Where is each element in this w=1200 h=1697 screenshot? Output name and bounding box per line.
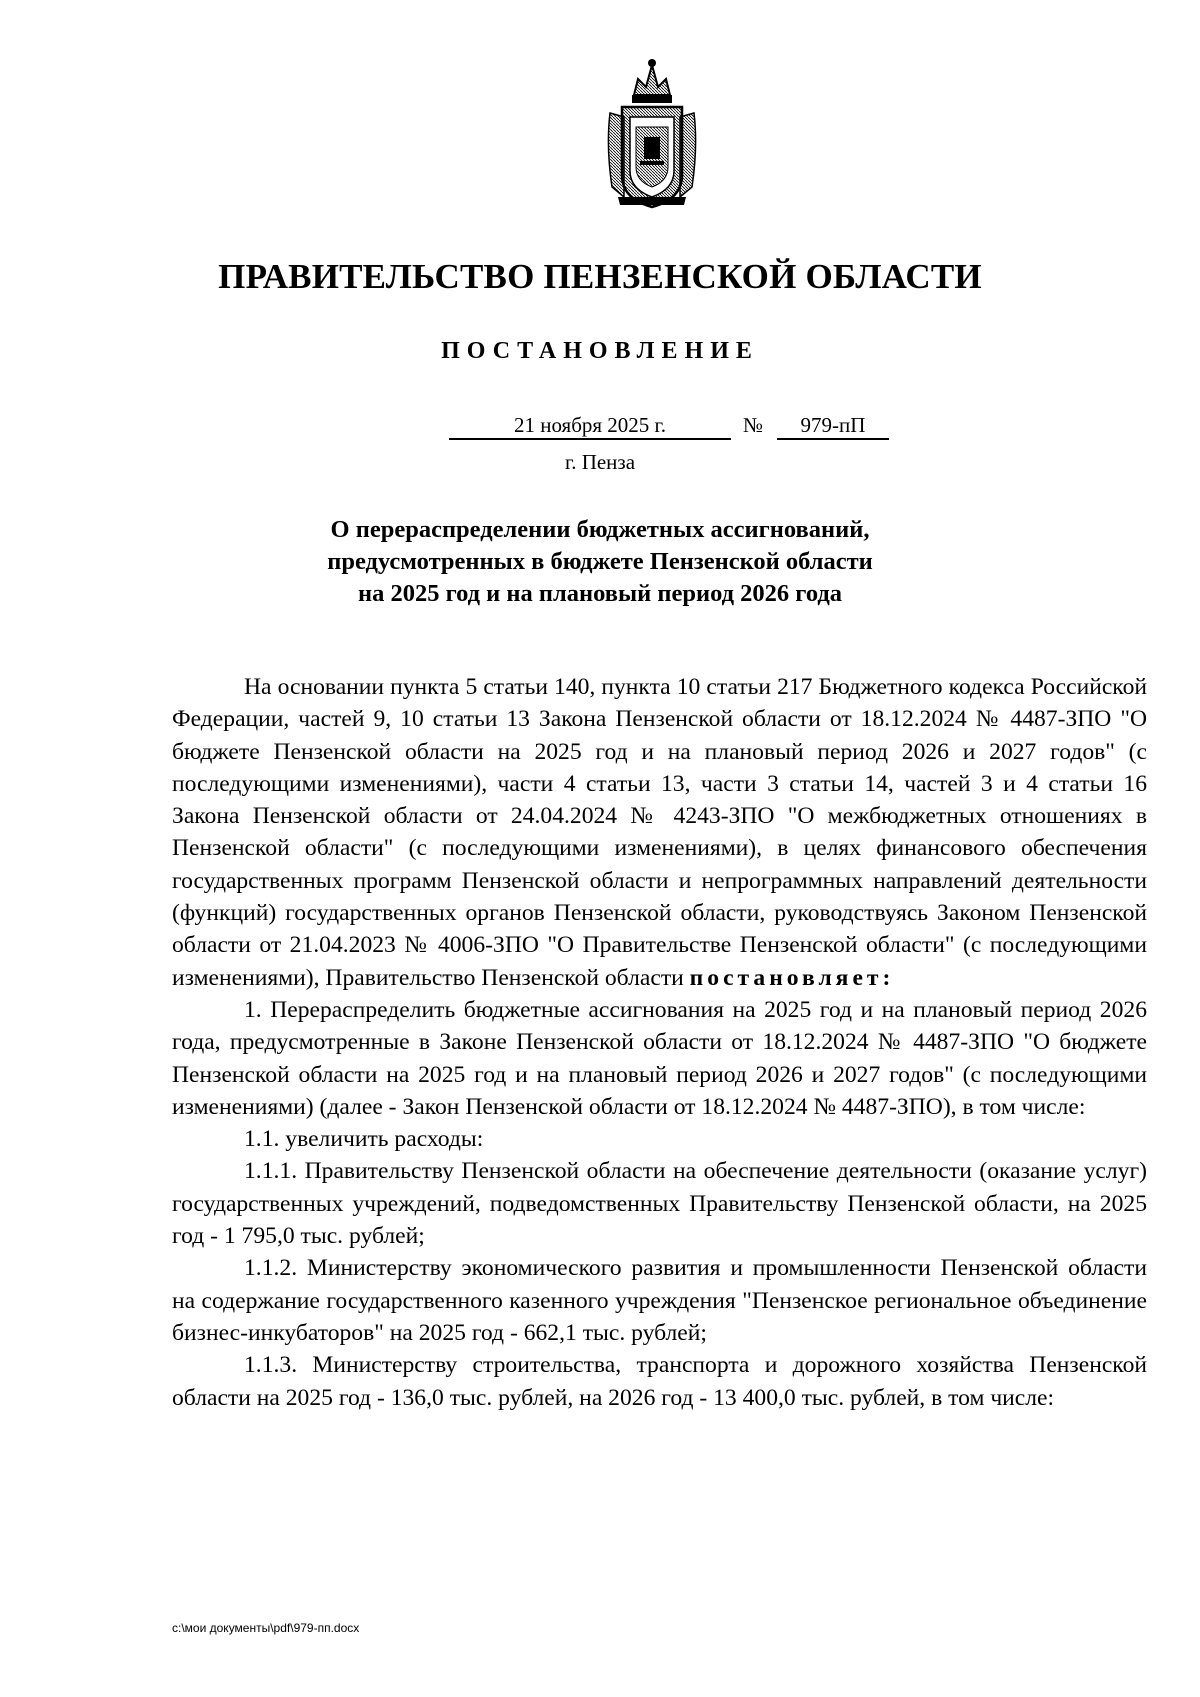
date-number-row: [0, 412, 1200, 440]
preamble-text: На основании пункта 5 статьи 140, пункта 10 статьи 217 Бюджетного кодекса Российской Федерации, частей 9, 10 статьи 13 Закона Пензенской области от 18.12.2024 № 4487-ЗПО "О бюджете Пензенской области на 2025 год и на плановый период 2026 и 2027 годов" (с последующими изменениями), части 4 статьи 13, части 3 статьи 14, частей 3 и 4 статьи 16 Закона Пензенской области от 24.04.2024 № 4243-ЗПО "О межбюджетных отношениях в Пензенской области" (с последующими изменениями), в целях финансового обеспечения государственных программ Пензенской области и непрограммных направлений деятельности (функций) государственных органов Пензенской области, руководствуясь Законом Пензенской области от 21.04.2023 № 4006-ЗПО "О Правительстве Пензенской области" (с последующими изменениями), Правительство Пензенской области: [172, 674, 1147, 991]
document-date: 21 ноября 2025 г.: [449, 412, 731, 440]
number-sign: №: [743, 413, 764, 437]
clause-paragraph: 1.1. увеличить расходы:: [244, 1126, 484, 1153]
coat-of-arms-icon: [604, 57, 700, 209]
subject-line: на 2025 год и на плановый период 2026 года: [357, 580, 843, 607]
clause-paragraph: 1.1.1. Правительству Пензенской области на обеспечение деятельности (оказание услуг) государственных учреждений, подведомственных Правительству Пензенской области, на 2025 год - 1 795,0 тыс. рублей;: [172, 1158, 1147, 1250]
subject-line: О перераспределении бюджетных ассигнований,: [330, 516, 870, 543]
clause-paragraph: 1.1.3. Министерству строительства, транспорта и дорожного хозяйства Пензенской области на 2025 год - 136,0 тыс. рублей, на 2026 год - 13 400,0 тыс. рублей, в том числе:: [172, 1352, 1147, 1411]
clause-paragraph: 1. Перераспределить бюджетные ассигнования на 2025 год и на плановый период 2026 года, предусмотренные в Законе Пензенской области от 18.12.2024 № 4487-ЗПО "О бюджете Пензенской области на 2025 год и на плановый период 2026 и 2027 годов" (с последующими изменениями) (далее - Закон Пензенской области от 18.12.2024 № 4487-ЗПО), в том числе:: [172, 996, 1147, 1120]
government-title: ПРАВИТЕЛЬСТВО ПЕНЗЕНСКОЙ ОБЛАСТИ: [218, 257, 982, 296]
decree-word: постановляет:: [689, 964, 895, 991]
document-subject: [0, 514, 1200, 610]
subject-line: предусмотренных в бюджете Пензенской области: [327, 548, 873, 575]
city: г. Пенза: [564, 450, 636, 474]
document-type: ПОСТАНОВЛЕНИЕ: [441, 338, 759, 364]
document-body: [172, 671, 1147, 1414]
document-number: 979-пП: [777, 412, 889, 440]
preamble-paragraph: [172, 671, 1147, 994]
clause-paragraph: 1.1.2. Министерству экономического развития и промышленности Пензенской области на содержание государственного казенного учреждения "Пензенское региональное объединение бизнес-инкубаторов" на 2025 год - 662,1 тыс. рублей;: [172, 1255, 1147, 1346]
footer-file-path: c:\мои документы\pdf\979-пп.docx: [172, 1621, 360, 1635]
